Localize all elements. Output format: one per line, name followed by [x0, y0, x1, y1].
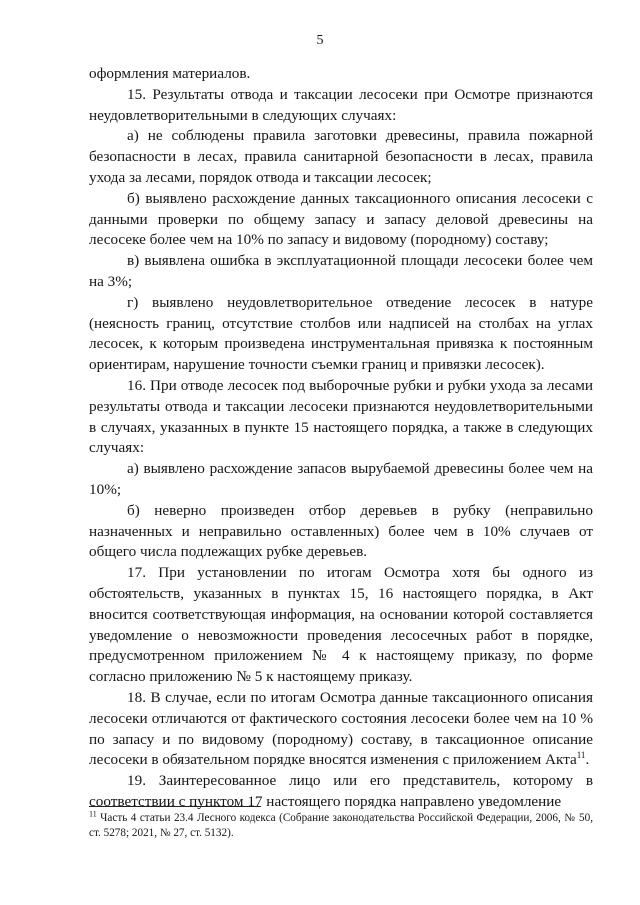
paragraph-19: 19. Заинтересованное лицо или его представитель, которому в соответствии с пунктом 17 настоящего порядка направлено уведомление [89, 772, 593, 810]
paragraph-15-item-v: в) выявлена ошибка в эксплуатационной площади лесосеки более чем на 3%; [89, 252, 593, 290]
paragraph-15-item-g: г) выявлено неудовлетворительное отведение лесосек в натуре (неясность границ, отсутствие столбов или надписей на столбах на углах лесосек, к которым произведена инструментальная привязка к постоянным ориентирам, нарушение точности съемки границ и привязки лесосек). [89, 293, 593, 374]
paragraph-15: 15. Результаты отвода и таксации лесосеки при Осмотре признаются неудовлетворительными в следующих случаях: [89, 85, 593, 124]
document-body [89, 64, 593, 813]
footnote [89, 811, 593, 841]
page-number: 5 [316, 33, 324, 48]
paragraph-17: 17. При установлении по итогам Осмотра хотя бы одного из обстоятельств, указанных в пунктах 15, 16 настоящего порядка, в Акт вносится соответствующая информация, на основании которой составляется уведомление о невозможности проведения лесосечных работ в порядке, предусмотренном приложением № 4 к настоящему приказу, по форме согласно приложению № 5 к настоящему приказу. [89, 564, 593, 686]
paragraph-15-item-b: б) выявлено расхождение данных таксационного описания лесосеки с данными проверки по общему запасу и запасу деловой древесины на лесосеке более чем на 10% по запасу и видовому (породному) составу; [89, 189, 593, 249]
footnote-divider [89, 806, 261, 807]
paragraph-continuation: оформления материалов. [89, 65, 251, 82]
paragraph-15-item-a: а) не соблюдены правила заготовки древесины, правила пожарной безопасности в лесах, правила санитарной безопасности в лесах, правила ухода за лесами, порядок отвода и таксации лесосек; [89, 127, 593, 186]
paragraph-16-item-a: а) выявлено расхождение запасов вырубаемой древесины более чем на 10%; [89, 460, 593, 498]
paragraph-18: 18. В случае, если по итогам Осмотра данные таксационного описания лесосеки отличаются от фактического состояния лесосеки более чем на 10 % по запасу и по видовому (породному) составу, в таксационное описание лесосеки в обязательном порядке вносятся изменения с приложением Акта$^{11}$. [89, 688, 593, 769]
paragraph-16-item-b: б) неверно произведен отбор деревьев в рубку (неправильно назначенных и неправильно оставленных) более чем в 10% случаев от общего числа подлежащих рубке деревьев. [89, 501, 593, 561]
paragraph-18-text: 18. В случае, если по итогам Осмотра данные таксационного описания лесосеки отличаются от фактического состояния лесосеки более чем на 10 % по запасу и по видовому (породному) составу, в таксационное описание лесосеки в обязательном порядке вносятся изменения с приложением Акта [89, 688, 593, 769]
paragraph-16: 16. При отводе лесосек под выборочные рубки и рубки ухода за лесами результаты отвода и таксации лесосеки признаются неудовлетворительными в случаях, указанных в пункте 15 настоящего порядка, а также в следующих случаях: [89, 376, 593, 457]
footnote-text: Часть 4 статьи 23.4 Лесного кодекса (Собрание законодательства Российской Федерации, 2006, № 50, ст. 5278; 2021, № 27, ст. 5132). [89, 812, 593, 839]
footnote-reference: 11 [576, 750, 586, 761]
footnote-marker: 11 [89, 809, 97, 819]
